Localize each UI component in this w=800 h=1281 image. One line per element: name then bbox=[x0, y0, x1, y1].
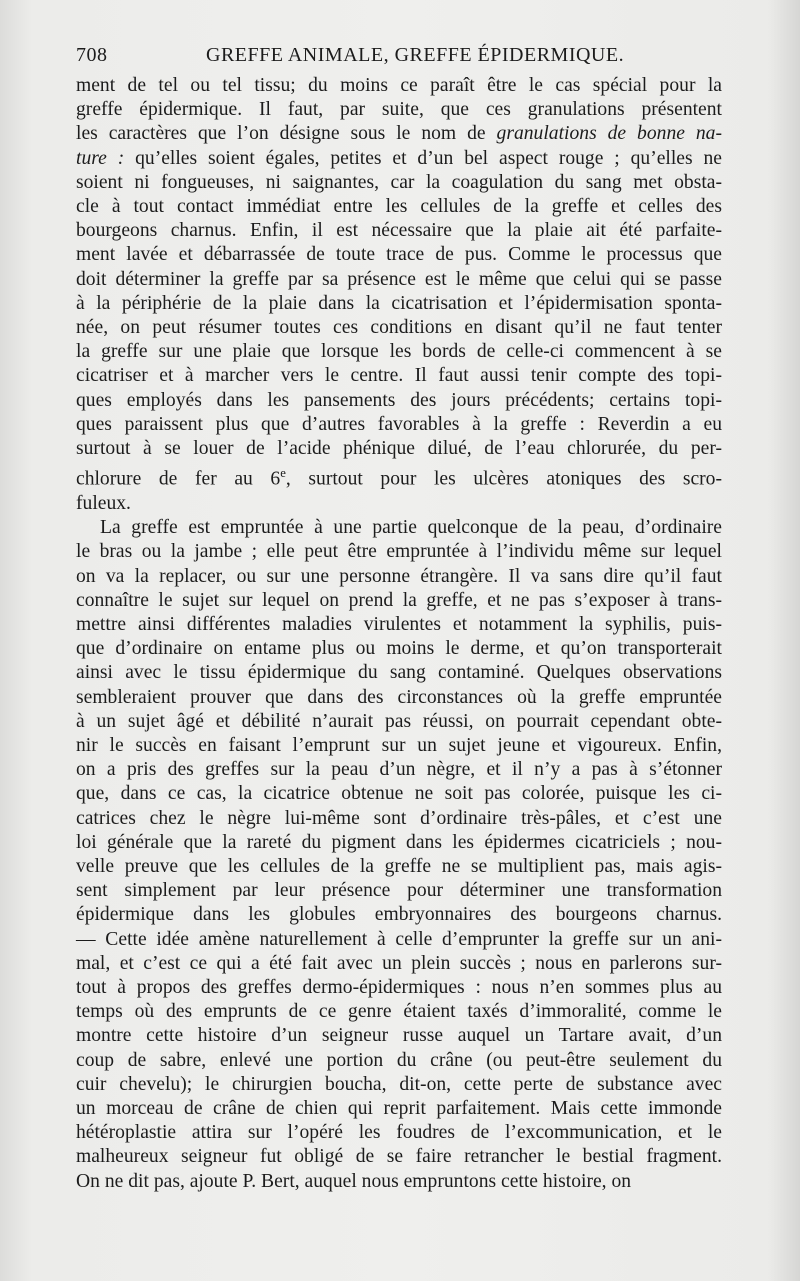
text-line: sembleraient prouver que dans des circonstances où la greffe empruntée bbox=[76, 686, 722, 708]
running-head bbox=[76, 44, 724, 70]
text-line: les caractères que l’on désigne sous le nom de granulations de bonne na- bbox=[76, 123, 722, 145]
text-line: cle à tout contact immédiat entre les cellules de la greffe et celles des bbox=[76, 196, 722, 218]
text-line: bourgeons charnus. Enfin, il est nécessaire que la plaie ait été parfaite- bbox=[76, 220, 722, 242]
text-line: mal, et c’est ce qui a été fait avec un plein succès ; nous en parlerons sur- bbox=[76, 952, 722, 974]
text-line: que, dans ce cas, la cicatrice obtenue ne soit pas colorée, puisque les ci- bbox=[76, 783, 722, 805]
text-line: ture : qu’elles soient égales, petites et d’un bel aspect rouge ; qu’elles ne bbox=[76, 147, 722, 169]
text-line: chlorure de fer au 6e, surtout pour les ulcères atoniques des scro- bbox=[76, 466, 722, 490]
text-line: connaître le sujet sur lequel on prend la greffe, et ne pas s’exposer à trans- bbox=[76, 589, 722, 611]
text-line: ques paraissent plus que d’autres favorables à la greffe : Reverdin a eu bbox=[76, 413, 722, 435]
text-line: le bras ou la jambe ; elle peut être empruntée à l’individu même sur lequel bbox=[76, 541, 722, 563]
text-line: velle preuve que les cellules de la greffe ne se multiplient pas, mais agis- bbox=[76, 856, 722, 878]
text-line: un morceau de crâne de chien qui reprit parfaitement. Mais cette immonde bbox=[76, 1098, 722, 1120]
text-line: — Cette idée amène naturellement à celle d’emprunter la greffe sur un ani- bbox=[76, 928, 722, 950]
text-line: mettre ainsi différentes maladies virulentes et notamment la syphilis, puis- bbox=[76, 614, 722, 635]
text-line: temps où des emprunts de ce genre étaient taxés d’immoralité, comme le bbox=[76, 1001, 722, 1023]
text-line: On ne dit pas, ajoute P. Bert, auquel nous empruntons cette histoire, on bbox=[76, 1170, 632, 1192]
paragraph bbox=[76, 516, 722, 1194]
body-text bbox=[76, 74, 722, 1194]
text-line: on a pris des greffes sur la peau d’un nègre, et il n’y a pas à s’étonner bbox=[76, 759, 722, 781]
text-line: doit déterminer la greffe par sa présence est le même que celui qui se passe bbox=[76, 268, 722, 290]
text-line: fuleux. bbox=[76, 492, 131, 514]
text-line: ment lavée et débarrassée de toute trace de pus. Comme le processus que bbox=[76, 244, 722, 266]
text-line: née, on peut résumer toutes ces conditions en disant qu’il ne faut tenter bbox=[76, 317, 722, 339]
text-line: on va la replacer, ou sur une personne étrangère. Il va sans dire qu’il faut bbox=[76, 565, 722, 587]
text-line: La greffe est empruntée à une partie quelconque de la peau, d’ordinaire bbox=[100, 517, 722, 539]
text-line: hétéroplastie attira sur l’opéré les foudres de l’excommunication, et le bbox=[76, 1122, 722, 1144]
text-line: cicatriser et à marcher vers le centre. Il faut aussi tenir compte des topi- bbox=[76, 365, 722, 387]
page-number: 708 bbox=[76, 44, 108, 66]
text-line: ques employés dans les pansements des jours précédents; certains topi- bbox=[76, 389, 722, 411]
text-line: malheureux seigneur fut obligé de se faire retrancher le bestial fragment. bbox=[76, 1146, 722, 1168]
text-line: soient ni fongueuses, ni saignantes, car la coagulation du sang met obsta- bbox=[76, 171, 722, 193]
text-line: sent simplement par leur présence pour déterminer une transformation bbox=[76, 880, 722, 902]
text-line: ainsi avec le tissu épidermique du sang contaminé. Quelques observations bbox=[76, 662, 722, 684]
text-line: montre cette histoire d’un seigneur russe auquel un Tartare avait, d’un bbox=[76, 1025, 722, 1047]
text-line: cuir chevelu); le chirurgien boucha, dit-on, cette perte de substance avec bbox=[76, 1073, 722, 1095]
paragraph bbox=[76, 74, 722, 516]
text-line: surtout à se louer de l’acide phénique dilué, de l’eau chlorurée, du per- bbox=[76, 438, 722, 460]
text-line: loi générale que la rareté du pigment dans les épidermes cicatriciels ; nou- bbox=[76, 831, 722, 853]
text-line: ment de tel ou tel tissu; du moins ce paraît être le cas spécial pour la bbox=[76, 75, 722, 96]
text-line: catrices chez le nègre lui-même sont d’ordinaire très-pâles, et c’est une bbox=[76, 807, 722, 829]
text-line: la greffe sur une plaie que lorsque les bords de celle-ci commencent à se bbox=[76, 341, 722, 363]
running-title: GREFFE ANIMALE, GREFFE ÉPIDERMIQUE. bbox=[206, 44, 625, 66]
text-line: greffe épidermique. Il faut, par suite, que ces granulations présentent bbox=[76, 99, 722, 121]
text-line: tout à propos des greffes dermo-épidermiques : nous n’en sommes plus au bbox=[76, 977, 722, 999]
text-line: que d’ordinaire on entame plus ou moins le derme, et qu’on transporterait bbox=[76, 638, 722, 660]
text-line: à la périphérie de la plaie dans la cicatrisation et l’épidermisation sponta- bbox=[76, 292, 722, 314]
text-line: épidermique dans les globules embryonnaires des bourgeons charnus. bbox=[76, 904, 722, 926]
text-line: coup de sabre, enlevé une portion du crâne (ou peut-être seulement du bbox=[76, 1049, 722, 1071]
text-line: à un sujet âgé et débilité n’aurait pas réussi, on pourrait cependant obte- bbox=[76, 710, 722, 732]
text-line: nir le succès en faisant l’emprunt sur un sujet jeune et vigoureux. Enfin, bbox=[76, 735, 722, 757]
